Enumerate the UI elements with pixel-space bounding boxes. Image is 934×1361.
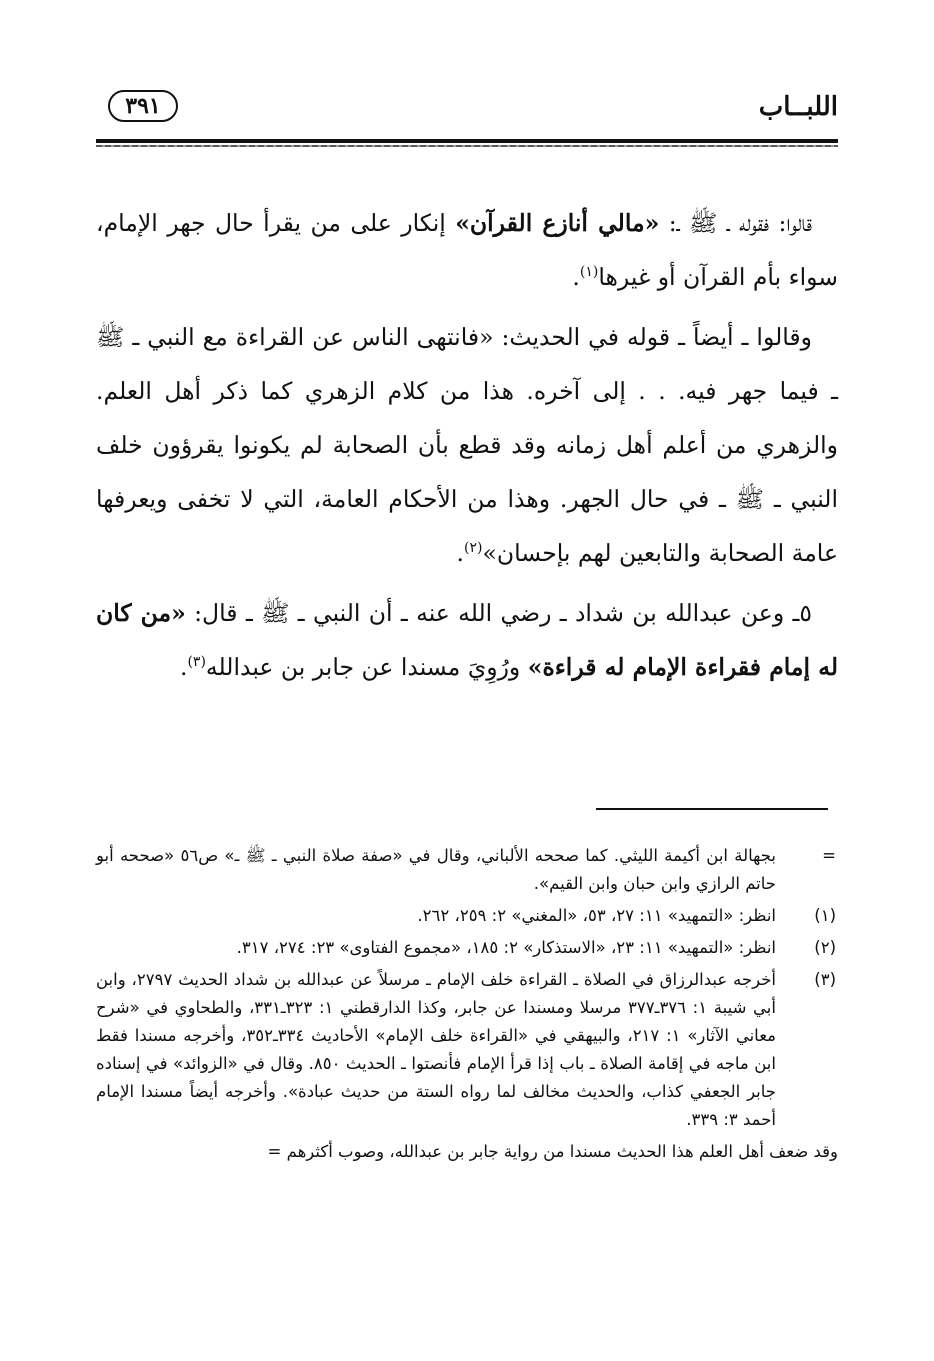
paragraph-3-end: . (179, 653, 188, 681)
paragraph-1-end: . (572, 263, 580, 291)
footnote-trailing (96, 1138, 838, 1166)
footnote-3-mark: (٣) (814, 970, 836, 989)
footnote-trailing-text: وقد ضعف أهل العلم هذا الحديث مسندا من رواية جابر بن عبدالله، وصوب أكثرهم (286, 1142, 838, 1161)
page-header (96, 88, 838, 136)
footnote-ref-3[interactable]: (٣) (187, 654, 206, 671)
footnote-2 (96, 934, 838, 962)
main-text (96, 196, 838, 694)
footnote-2-text: انظر: «التمهيد» ١١: ٢٣، «الاستذكار» ٢: ١٨٥، «مجموع الفتاوى» ٢٣: ٢٧٤، ٣١٧. (236, 938, 776, 957)
paragraph-3-text-a: ٥ـ وعن عبدالله بن شداد ـ رضي الله عنه ـ أن النبي ـ ﷺ ـ قال: (185, 599, 813, 627)
footnote-continued (96, 842, 838, 898)
footnote-continued-text: بجهالة ابن أكيمة الليثي. كما صححه الألباني، وقال في «صفة صلاة النبي ـ ﷺ ـ» ص٥٦ «صححه أبو حاتم الرازي وابن حبان وابن القيم». (96, 846, 776, 893)
footnote-ref-2[interactable]: (٢) (463, 540, 483, 557)
footnote-1 (96, 902, 838, 930)
footnote-separator (596, 808, 828, 810)
paragraph-2-text: وقالوا ـ أيضاً ـ قوله في الحديث: «فانتهى الناس عن القراءة مع النبي ـ ﷺ ـ فيما جهر فيه. . . إلى آخره. هذا من كلام الزهري كما ذكر أهل العلم. والزهري من أعلم أهل زمانه وقد قطع بأن الصحابة لم يكونوا يقرؤون خلف النبي ـ ﷺ ـ في حال الجهر. وهذا من الأحكام العامة، التي لا تخفى ويعرفها عامة الصحابة والتابعين لهم بإحسان» (96, 323, 838, 567)
paragraph-3 (96, 586, 838, 694)
header-rule (96, 139, 838, 143)
footnote-ref-1[interactable]: (١) (579, 264, 599, 281)
running-title: اللبــاب (758, 92, 838, 122)
hadith-quote-2: «من كان له إمام فقراءة الإمام له قراءة» (96, 599, 838, 681)
header-rule-secondary (96, 145, 838, 147)
footnotes (96, 842, 838, 1170)
paragraph-2-end: . (456, 539, 464, 567)
paragraph-2 (96, 310, 838, 580)
hadith-quote-1: «مالي أنازع القرآن» (455, 209, 660, 237)
continuation-mark: = (822, 846, 836, 865)
footnote-1-mark: (١) (814, 906, 836, 925)
page-number: ٣٩١ (108, 90, 178, 122)
footnote-2-mark: (٢) (814, 938, 836, 957)
footnote-3 (96, 966, 838, 1134)
paragraph-1 (96, 196, 838, 304)
paragraph-3-text-b: ورُوِيَ مسندا عن جابر بن عبدالله (205, 653, 528, 681)
footnote-1-text: انظر: «التمهيد» ١١: ٢٧، ٥٣، «المغني» ٢: ٢٥٩، ٢٦٢. (417, 906, 776, 925)
paragraph-1-text-b: إنكار على من يقرأ حال جهر الإمام، سواء بأم القرآن أو غيرها (96, 209, 838, 291)
paragraph-1-text-a: قالوا: فقوله ـ ﷺ ـ: (659, 209, 812, 237)
footnote-3-text: أخرجه عبدالرزاق في الصلاة ـ القراءة خلف الإمام ـ مرسلاً عن عبدالله بن شداد الحديث ٢٧٩٧، وابن أبي شيبة ١: ٣٧٦ـ٣٧٧ مرسلا ومسندا عن جابر، وكذا الدارقطني ١: ٣٢٣ـ٣٣١، والطحاوي في «شرح معاني الآثار» ١: ٢١٧، والبيهقي في «القراءة خلف الإمام» الأحاديث ٣٣٤ـ٣٥٢، وأخرجه مسندا فقط ابن ماجه في إقامة الصلاة ـ باب إذا قرأ الإمام فأنصتوا ـ الحديث ٨٥٠. وقال في «الزوائد» في إسناده جابر الجعفي كذاب، والحديث مخالف لما رواه الستة من حديث عبادة». وأخرجه أيضاً مسندا الإمام أحمد ٣: ٣٣٩. (96, 970, 777, 1129)
trailing-continuation-mark: = (267, 1142, 282, 1161)
